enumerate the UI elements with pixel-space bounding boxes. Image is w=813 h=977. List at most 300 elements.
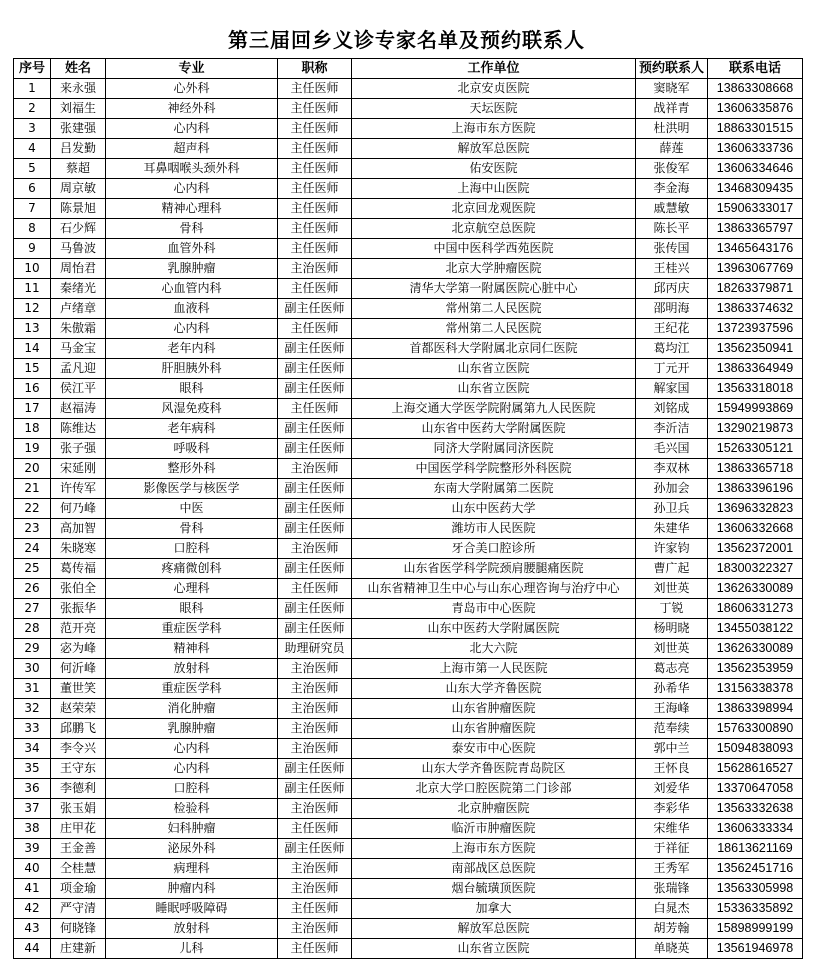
cell-specialty: 老年内科 <box>106 339 278 359</box>
cell-specialty: 整形外科 <box>106 459 278 479</box>
cell-name: 赵荣荣 <box>51 699 106 719</box>
cell-index: 23 <box>14 519 51 539</box>
cell-workplace: 上海市东方医院 <box>352 839 636 859</box>
cell-title: 副主任医师 <box>278 339 352 359</box>
cell-phone: 15949993869 <box>708 399 803 419</box>
cell-phone: 18263379871 <box>708 279 803 299</box>
cell-contact: 邵明海 <box>636 299 708 319</box>
cell-title: 副主任医师 <box>278 779 352 799</box>
table-row <box>14 799 803 819</box>
cell-title: 主治医师 <box>278 699 352 719</box>
cell-name: 李令兴 <box>51 739 106 759</box>
cell-title: 主治医师 <box>278 879 352 899</box>
cell-index: 6 <box>14 179 51 199</box>
cell-workplace: 临沂市肿瘤医院 <box>352 819 636 839</box>
cell-specialty: 肝胆胰外科 <box>106 359 278 379</box>
cell-workplace: 北京大学口腔医院第二门诊部 <box>352 779 636 799</box>
cell-workplace: 潍坊市人民医院 <box>352 519 636 539</box>
cell-title: 副主任医师 <box>278 619 352 639</box>
cell-index: 26 <box>14 579 51 599</box>
cell-contact: 李沂洁 <box>636 419 708 439</box>
cell-title: 主任医师 <box>278 179 352 199</box>
cell-contact: 王海峰 <box>636 699 708 719</box>
cell-index: 24 <box>14 539 51 559</box>
cell-index: 30 <box>14 659 51 679</box>
table-row <box>14 639 803 659</box>
table-row <box>14 899 803 919</box>
cell-workplace: 中国医学科学院整形外科医院 <box>352 459 636 479</box>
cell-phone: 13468309435 <box>708 179 803 199</box>
cell-contact: 丁元开 <box>636 359 708 379</box>
cell-contact: 宋维华 <box>636 819 708 839</box>
cell-phone: 15763300890 <box>708 719 803 739</box>
cell-contact: 战祥青 <box>636 99 708 119</box>
cell-title: 副主任医师 <box>278 379 352 399</box>
cell-index: 13 <box>14 319 51 339</box>
cell-title: 主治医师 <box>278 919 352 939</box>
cell-title: 主治医师 <box>278 539 352 559</box>
cell-title: 副主任医师 <box>278 839 352 859</box>
cell-name: 张振华 <box>51 599 106 619</box>
cell-name: 孟凡迎 <box>51 359 106 379</box>
cell-specialty: 心内科 <box>106 179 278 199</box>
cell-name: 秦绪光 <box>51 279 106 299</box>
cell-phone: 15906333017 <box>708 199 803 219</box>
cell-contact: 孙卫兵 <box>636 499 708 519</box>
cell-phone: 13156338378 <box>708 679 803 699</box>
header-index: 序号 <box>14 59 51 79</box>
table-row <box>14 459 803 479</box>
cell-phone: 13606333736 <box>708 139 803 159</box>
table-row <box>14 739 803 759</box>
cell-specialty: 妇科肿瘤 <box>106 819 278 839</box>
cell-title: 主任医师 <box>278 319 352 339</box>
cell-phone: 13562350941 <box>708 339 803 359</box>
cell-workplace: 山东大学齐鲁医院青岛院区 <box>352 759 636 779</box>
cell-specialty: 骨科 <box>106 219 278 239</box>
cell-name: 葛传福 <box>51 559 106 579</box>
cell-name: 庄建新 <box>51 939 106 959</box>
cell-phone: 13563332638 <box>708 799 803 819</box>
cell-specialty: 心内科 <box>106 319 278 339</box>
cell-index: 18 <box>14 419 51 439</box>
table-row <box>14 699 803 719</box>
cell-index: 15 <box>14 359 51 379</box>
cell-specialty: 重症医学科 <box>106 619 278 639</box>
cell-name: 侯江平 <box>51 379 106 399</box>
cell-contact: 曹广起 <box>636 559 708 579</box>
cell-index: 39 <box>14 839 51 859</box>
table-row <box>14 859 803 879</box>
cell-phone: 13626330089 <box>708 579 803 599</box>
cell-index: 31 <box>14 679 51 699</box>
cell-contact: 杜洪明 <box>636 119 708 139</box>
cell-name: 邱鹏飞 <box>51 719 106 739</box>
cell-workplace: 同济大学附属同济医院 <box>352 439 636 459</box>
cell-workplace: 天坛医院 <box>352 99 636 119</box>
table-row <box>14 759 803 779</box>
cell-title: 主治医师 <box>278 719 352 739</box>
table-row <box>14 359 803 379</box>
cell-specialty: 精神心理科 <box>106 199 278 219</box>
cell-specialty: 眼科 <box>106 379 278 399</box>
cell-phone: 18613621169 <box>708 839 803 859</box>
cell-specialty: 耳鼻咽喉头颈外科 <box>106 159 278 179</box>
cell-name: 赵福涛 <box>51 399 106 419</box>
table-row <box>14 399 803 419</box>
cell-specialty: 泌尿外科 <box>106 839 278 859</box>
cell-workplace: 北京大学肿瘤医院 <box>352 259 636 279</box>
table-row <box>14 319 803 339</box>
cell-phone: 13606333334 <box>708 819 803 839</box>
table-row <box>14 339 803 359</box>
cell-specialty: 乳腺肿瘤 <box>106 719 278 739</box>
cell-contact: 杨明晓 <box>636 619 708 639</box>
cell-workplace: 中国中医科学西苑医院 <box>352 239 636 259</box>
table-row <box>14 99 803 119</box>
cell-phone: 13561946978 <box>708 939 803 959</box>
cell-phone: 15336335892 <box>708 899 803 919</box>
cell-name: 蔡超 <box>51 159 106 179</box>
cell-title: 主任医师 <box>278 219 352 239</box>
cell-contact: 张传国 <box>636 239 708 259</box>
cell-contact: 葛均江 <box>636 339 708 359</box>
cell-name: 陈维达 <box>51 419 106 439</box>
cell-name: 朱晓寒 <box>51 539 106 559</box>
cell-contact: 戚慧敏 <box>636 199 708 219</box>
cell-phone: 15898999199 <box>708 919 803 939</box>
cell-phone: 13863374632 <box>708 299 803 319</box>
cell-name: 周怡君 <box>51 259 106 279</box>
cell-contact: 丁锐 <box>636 599 708 619</box>
cell-name: 马鲁波 <box>51 239 106 259</box>
cell-contact: 郭中兰 <box>636 739 708 759</box>
cell-specialty: 老年病科 <box>106 419 278 439</box>
cell-phone: 13863365718 <box>708 459 803 479</box>
cell-title: 主任医师 <box>278 119 352 139</box>
cell-phone: 13863365797 <box>708 219 803 239</box>
cell-phone: 13562353959 <box>708 659 803 679</box>
cell-index: 10 <box>14 259 51 279</box>
cell-contact: 王桂兴 <box>636 259 708 279</box>
cell-name: 张子强 <box>51 439 106 459</box>
cell-phone: 13562451716 <box>708 859 803 879</box>
cell-phone: 18863301515 <box>708 119 803 139</box>
cell-contact: 范奉续 <box>636 719 708 739</box>
page-title: 第三届回乡义诊专家名单及预约联系人 <box>228 28 585 52</box>
cell-workplace: 上海市东方医院 <box>352 119 636 139</box>
cell-title: 副主任医师 <box>278 439 352 459</box>
cell-workplace: 解放军总医院 <box>352 139 636 159</box>
cell-contact: 薛莲 <box>636 139 708 159</box>
cell-workplace: 常州第二人民医院 <box>352 319 636 339</box>
cell-index: 22 <box>14 499 51 519</box>
cell-contact: 刘爱华 <box>636 779 708 799</box>
cell-phone: 18300322327 <box>708 559 803 579</box>
cell-workplace: 山东省肿瘤医院 <box>352 699 636 719</box>
cell-title: 主任医师 <box>278 99 352 119</box>
cell-contact: 许家钧 <box>636 539 708 559</box>
cell-name: 许传军 <box>51 479 106 499</box>
cell-specialty: 呼吸科 <box>106 439 278 459</box>
cell-title: 主任医师 <box>278 239 352 259</box>
cell-workplace: 上海市第一人民医院 <box>352 659 636 679</box>
cell-name: 仝桂慧 <box>51 859 106 879</box>
cell-contact: 李彩华 <box>636 799 708 819</box>
cell-title: 主治医师 <box>278 459 352 479</box>
cell-index: 32 <box>14 699 51 719</box>
table-row <box>14 719 803 739</box>
cell-specialty: 血管外科 <box>106 239 278 259</box>
cell-workplace: 山东省精神卫生中心与山东心理咨询与治疗中心 <box>352 579 636 599</box>
cell-name: 李德利 <box>51 779 106 799</box>
cell-workplace: 山东省医学科学院颈肩腰腿痛医院 <box>352 559 636 579</box>
cell-index: 40 <box>14 859 51 879</box>
cell-phone: 15628616527 <box>708 759 803 779</box>
cell-workplace: 首都医科大学附属北京同仁医院 <box>352 339 636 359</box>
cell-specialty: 神经外科 <box>106 99 278 119</box>
cell-workplace: 山东省肿瘤医院 <box>352 719 636 739</box>
cell-phone: 15094838093 <box>708 739 803 759</box>
cell-name: 陈景旭 <box>51 199 106 219</box>
cell-title: 副主任医师 <box>278 499 352 519</box>
cell-workplace: 上海中山医院 <box>352 179 636 199</box>
expert-table <box>13 58 803 959</box>
cell-contact: 孙希华 <box>636 679 708 699</box>
cell-index: 8 <box>14 219 51 239</box>
cell-workplace: 东南大学附属第二医院 <box>352 479 636 499</box>
cell-workplace: 北京航空总医院 <box>352 219 636 239</box>
cell-phone: 15263305121 <box>708 439 803 459</box>
cell-contact: 葛志亮 <box>636 659 708 679</box>
table-row <box>14 579 803 599</box>
cell-index: 4 <box>14 139 51 159</box>
cell-workplace: 南部战区总医院 <box>352 859 636 879</box>
cell-phone: 13963067769 <box>708 259 803 279</box>
cell-specialty: 影像医学与核医学 <box>106 479 278 499</box>
cell-contact: 窦晓军 <box>636 79 708 99</box>
table-row <box>14 259 803 279</box>
cell-index: 42 <box>14 899 51 919</box>
cell-contact: 邱丙庆 <box>636 279 708 299</box>
cell-title: 主任医师 <box>278 279 352 299</box>
cell-workplace: 山东中医药大学附属医院 <box>352 619 636 639</box>
header-contact: 预约联系人 <box>636 59 708 79</box>
cell-index: 11 <box>14 279 51 299</box>
table-row <box>14 479 803 499</box>
cell-index: 12 <box>14 299 51 319</box>
cell-workplace: 北京回龙观医院 <box>352 199 636 219</box>
cell-index: 16 <box>14 379 51 399</box>
cell-contact: 白晁杰 <box>636 899 708 919</box>
cell-name: 庄甲花 <box>51 819 106 839</box>
cell-contact: 李金海 <box>636 179 708 199</box>
table-row <box>14 559 803 579</box>
table-row <box>14 519 803 539</box>
cell-index: 43 <box>14 919 51 939</box>
cell-workplace: 牙合美口腔诊所 <box>352 539 636 559</box>
cell-title: 主任医师 <box>278 159 352 179</box>
cell-index: 38 <box>14 819 51 839</box>
cell-index: 7 <box>14 199 51 219</box>
table-row <box>14 219 803 239</box>
cell-title: 主治医师 <box>278 859 352 879</box>
cell-phone: 13606332668 <box>708 519 803 539</box>
cell-name: 何沂峰 <box>51 659 106 679</box>
cell-specialty: 放射科 <box>106 919 278 939</box>
cell-name: 吕发勤 <box>51 139 106 159</box>
table-row <box>14 839 803 859</box>
cell-contact: 朱建华 <box>636 519 708 539</box>
cell-specialty: 乳腺肿瘤 <box>106 259 278 279</box>
cell-title: 主任医师 <box>278 939 352 959</box>
cell-specialty: 心外科 <box>106 79 278 99</box>
cell-title: 主治医师 <box>278 799 352 819</box>
cell-specialty: 口腔科 <box>106 779 278 799</box>
cell-name: 王金善 <box>51 839 106 859</box>
table-row <box>14 79 803 99</box>
cell-title: 主任医师 <box>278 139 352 159</box>
cell-specialty: 风湿免疫科 <box>106 399 278 419</box>
table-row <box>14 819 803 839</box>
cell-index: 14 <box>14 339 51 359</box>
cell-name: 卢绪章 <box>51 299 106 319</box>
cell-workplace: 山东省立医院 <box>352 939 636 959</box>
cell-specialty: 心血管内科 <box>106 279 278 299</box>
cell-contact: 于祥征 <box>636 839 708 859</box>
cell-specialty: 消化肿瘤 <box>106 699 278 719</box>
cell-index: 20 <box>14 459 51 479</box>
cell-index: 29 <box>14 639 51 659</box>
cell-contact: 毛兴国 <box>636 439 708 459</box>
cell-phone: 13863308668 <box>708 79 803 99</box>
cell-title: 主治医师 <box>278 259 352 279</box>
header-title: 职称 <box>278 59 352 79</box>
cell-workplace: 佑安医院 <box>352 159 636 179</box>
cell-phone: 13455038122 <box>708 619 803 639</box>
cell-name: 朱傲霜 <box>51 319 106 339</box>
header-row <box>14 59 803 79</box>
cell-specialty: 睡眠呼吸障碍 <box>106 899 278 919</box>
cell-phone: 13863364949 <box>708 359 803 379</box>
table-row <box>14 239 803 259</box>
table-row <box>14 619 803 639</box>
cell-name: 高加智 <box>51 519 106 539</box>
cell-workplace: 山东省立医院 <box>352 379 636 399</box>
cell-title: 副主任医师 <box>278 479 352 499</box>
table-row <box>14 779 803 799</box>
cell-workplace: 清华大学第一附属医院心脏中心 <box>352 279 636 299</box>
cell-contact: 解家国 <box>636 379 708 399</box>
header-phone: 联系电话 <box>708 59 803 79</box>
cell-title: 主任医师 <box>278 819 352 839</box>
cell-title: 副主任医师 <box>278 559 352 579</box>
cell-specialty: 口腔科 <box>106 539 278 559</box>
cell-index: 9 <box>14 239 51 259</box>
cell-index: 44 <box>14 939 51 959</box>
cell-title: 主任医师 <box>278 579 352 599</box>
table-row <box>14 599 803 619</box>
cell-specialty: 血液科 <box>106 299 278 319</box>
cell-contact: 刘世英 <box>636 639 708 659</box>
table-row <box>14 139 803 159</box>
cell-name: 张玉娟 <box>51 799 106 819</box>
cell-workplace: 北京肿瘤医院 <box>352 799 636 819</box>
table-row <box>14 659 803 679</box>
cell-name: 来永强 <box>51 79 106 99</box>
cell-index: 36 <box>14 779 51 799</box>
cell-phone: 13563305998 <box>708 879 803 899</box>
cell-contact: 王怀良 <box>636 759 708 779</box>
header-workplace: 工作单位 <box>352 59 636 79</box>
cell-index: 3 <box>14 119 51 139</box>
cell-workplace: 山东中医药大学 <box>352 499 636 519</box>
cell-contact: 王纪花 <box>636 319 708 339</box>
cell-phone: 13606335876 <box>708 99 803 119</box>
cell-index: 27 <box>14 599 51 619</box>
cell-contact: 张俊军 <box>636 159 708 179</box>
table-row <box>14 179 803 199</box>
cell-specialty: 心内科 <box>106 759 278 779</box>
table-row <box>14 879 803 899</box>
cell-name: 宓为峰 <box>51 639 106 659</box>
cell-contact: 刘铭成 <box>636 399 708 419</box>
cell-specialty: 超声科 <box>106 139 278 159</box>
cell-name: 周京敏 <box>51 179 106 199</box>
cell-phone: 13606334646 <box>708 159 803 179</box>
cell-phone: 13723937596 <box>708 319 803 339</box>
cell-title: 主治医师 <box>278 679 352 699</box>
cell-workplace: 山东省立医院 <box>352 359 636 379</box>
cell-phone: 13465643176 <box>708 239 803 259</box>
cell-phone: 18606331273 <box>708 599 803 619</box>
cell-specialty: 眼科 <box>106 599 278 619</box>
table-row <box>14 679 803 699</box>
header-specialty: 专业 <box>106 59 278 79</box>
cell-specialty: 疼痛微创科 <box>106 559 278 579</box>
cell-contact: 刘世英 <box>636 579 708 599</box>
cell-name: 何乃峰 <box>51 499 106 519</box>
cell-phone: 13863398994 <box>708 699 803 719</box>
cell-index: 21 <box>14 479 51 499</box>
cell-specialty: 重症医学科 <box>106 679 278 699</box>
cell-index: 25 <box>14 559 51 579</box>
cell-index: 1 <box>14 79 51 99</box>
cell-index: 41 <box>14 879 51 899</box>
cell-specialty: 心理科 <box>106 579 278 599</box>
table-row <box>14 919 803 939</box>
cell-index: 37 <box>14 799 51 819</box>
cell-specialty: 精神科 <box>106 639 278 659</box>
cell-workplace: 上海交通大学医学院附属第九人民医院 <box>352 399 636 419</box>
table-row <box>14 199 803 219</box>
cell-workplace: 泰安市中心医院 <box>352 739 636 759</box>
cell-phone: 13696332823 <box>708 499 803 519</box>
cell-name: 张伯全 <box>51 579 106 599</box>
cell-name: 严守清 <box>51 899 106 919</box>
cell-title: 主任医师 <box>278 79 352 99</box>
cell-workplace: 常州第二人民医院 <box>352 299 636 319</box>
cell-title: 主任医师 <box>278 199 352 219</box>
cell-specialty: 病理科 <box>106 859 278 879</box>
cell-workplace: 解放军总医院 <box>352 919 636 939</box>
cell-title: 主治医师 <box>278 739 352 759</box>
cell-title: 主治医师 <box>278 659 352 679</box>
cell-name: 石少辉 <box>51 219 106 239</box>
cell-contact: 单晓英 <box>636 939 708 959</box>
cell-index: 28 <box>14 619 51 639</box>
cell-specialty: 肿瘤内科 <box>106 879 278 899</box>
